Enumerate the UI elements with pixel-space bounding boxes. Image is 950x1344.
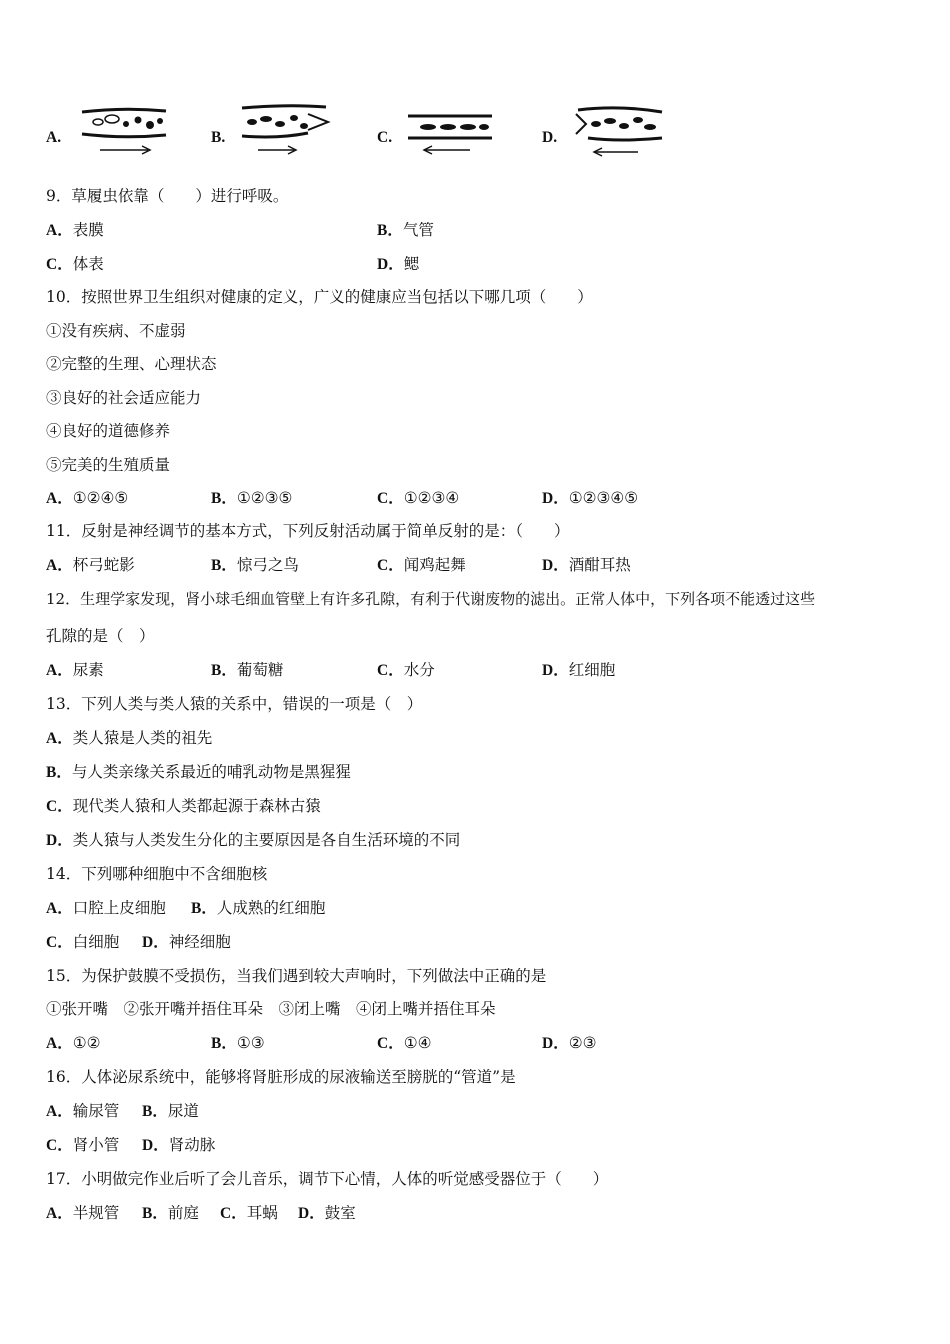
q9-option-b[interactable]: B．气管 — [377, 221, 434, 239]
q11-option-d[interactable]: D．酒酣耳热 — [542, 556, 631, 574]
q13-option-a[interactable]: A．类人猿是人类的祖先 — [46, 729, 213, 747]
q13-option-b[interactable]: B．与人类亲缘关系最近的哺乳动物是黑猩猩 — [46, 763, 351, 781]
q13-option-c[interactable]: C．现代类人猿和人类都起源于森林古猿 — [46, 797, 321, 815]
q15-option-d[interactable]: D．②③ — [542, 1034, 597, 1052]
q9-stem: 9．草履虫依靠（ ）进行呼吸。 — [46, 187, 289, 205]
q10-option-b[interactable]: B．①②③⑤ — [211, 489, 293, 507]
q10-item-4: ④良好的道德修养 — [46, 422, 171, 440]
q10-item-5: ⑤完美的生殖质量 — [46, 456, 171, 474]
q8-option-c-label: C. — [377, 129, 393, 146]
q10-option-d[interactable]: D．①②③④⑤ — [542, 489, 639, 507]
q13-option-d[interactable]: D．类人猿与人类发生分化的主要原因是各自生活环境的不同 — [46, 831, 461, 849]
q12-option-a[interactable]: A．尿素 — [46, 661, 104, 679]
vessel-figure-b — [238, 102, 336, 158]
q9-option-d[interactable]: D．鳃 — [377, 255, 420, 273]
q14-option-b[interactable]: B．人成熟的红细胞 — [191, 899, 326, 917]
q8-option-b-label: B. — [211, 129, 226, 146]
vessel-figure-a — [78, 104, 170, 158]
q12-stem-line-1: 12．生理学家发现，肾小球毛细血管壁上有许多孔隙，有利于代谢废物的滤出。正常人体中，下列各项不能透过这些 — [46, 590, 816, 608]
q11-option-c[interactable]: C．闻鸡起舞 — [377, 556, 466, 574]
q12-option-b[interactable]: B．葡萄糖 — [211, 661, 284, 679]
q15-option-c[interactable]: C．①④ — [377, 1034, 432, 1052]
q17-option-b[interactable]: B．前庭 — [142, 1204, 199, 1222]
q16-option-b[interactable]: B．尿道 — [142, 1102, 199, 1120]
q10-option-c[interactable]: C．①②③④ — [377, 489, 460, 507]
q9-option-a[interactable]: A．表膜 — [46, 221, 104, 239]
q15-items: ①张开嘴 ②张开嘴并捂住耳朵 ③闭上嘴 ④闭上嘴并捂住耳朵 — [46, 1000, 496, 1018]
q14-stem: 14．下列哪种细胞中不含细胞核 — [46, 865, 268, 883]
q15-option-a[interactable]: A．①② — [46, 1034, 101, 1052]
q17-stem: 17．小明做完作业后听了会儿音乐，调节下心情，人体的听觉感受器位于（ ） — [46, 1170, 609, 1188]
q14-option-c[interactable]: C．白细胞 — [46, 933, 120, 951]
q12-option-d[interactable]: D．红细胞 — [542, 661, 616, 679]
q17-option-d[interactable]: D．鼓室 — [298, 1204, 356, 1222]
q12-stem-line-2: 孔隙的是（ ） — [46, 627, 155, 645]
q16-option-a[interactable]: A．输尿管 — [46, 1102, 120, 1120]
q11-stem: 11．反射是神经调节的基本方式，下列反射活动属于简单反射的是：（ ） — [46, 522, 570, 540]
q17-option-c[interactable]: C．耳蜗 — [220, 1204, 278, 1222]
q11-option-b[interactable]: B．惊弓之鸟 — [211, 556, 299, 574]
q14-option-d[interactable]: D．神经细胞 — [142, 933, 231, 951]
q9-option-c[interactable]: C．体表 — [46, 255, 104, 273]
q12-option-c[interactable]: C．水分 — [377, 661, 435, 679]
q10-option-a[interactable]: A．①②④⑤ — [46, 489, 129, 507]
q16-option-d[interactable]: D．肾动脉 — [142, 1136, 216, 1154]
q10-item-3: ③良好的社会适应能力 — [46, 389, 202, 407]
q16-option-c[interactable]: C．肾小管 — [46, 1136, 120, 1154]
q14-option-a[interactable]: A．口腔上皮细胞 — [46, 899, 166, 917]
vessel-figure-d — [570, 102, 666, 160]
q8-option-a-label: A. — [46, 129, 62, 146]
q13-stem: 13．下列人类与类人猿的关系中，错误的一项是（ ） — [46, 695, 423, 713]
q17-option-a[interactable]: A．半规管 — [46, 1204, 120, 1222]
q10-stem: 10．按照世界卫生组织对健康的定义，广义的健康应当包括以下哪几项（ ） — [46, 288, 593, 306]
q15-stem: 15．为保护鼓膜不受损伤，当我们遇到较大声响时，下列做法中正确的是 — [46, 967, 547, 985]
vessel-figure-c — [404, 110, 496, 156]
q8-option-d-label: D. — [542, 129, 558, 146]
q10-item-2: ②完整的生理、心理状态 — [46, 355, 217, 373]
q16-stem: 16．人体泌尿系统中，能够将肾脏形成的尿液输送至膀胱的“管道”是 — [46, 1068, 516, 1086]
q11-option-a[interactable]: A．杯弓蛇影 — [46, 556, 135, 574]
q10-item-1: ①没有疾病、不虚弱 — [46, 322, 186, 340]
q15-option-b[interactable]: B．①③ — [211, 1034, 265, 1052]
